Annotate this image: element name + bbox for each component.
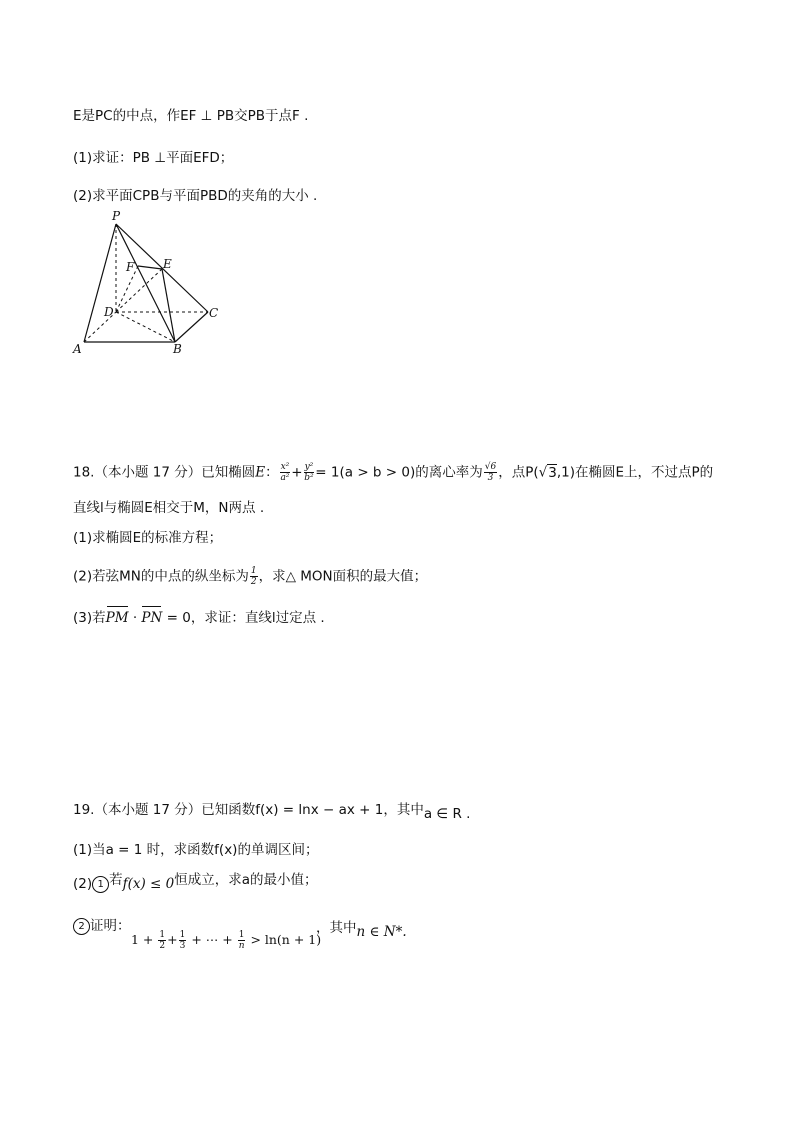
edge-DB xyxy=(116,312,175,342)
edge-FE xyxy=(138,266,162,269)
vector-PM: PM xyxy=(105,610,129,626)
frac-one-half: $\frac{1}{2}$ xyxy=(250,566,257,587)
q18-line2: 直线l与椭圆E相交于M，N两点 . xyxy=(73,500,265,516)
vector-PN: PN xyxy=(141,610,163,626)
q18-ellipse-name: E xyxy=(255,464,266,481)
edge-PA xyxy=(84,224,116,342)
q18-line1: 18.（本小题 17 分）已知椭圆E： $\frac{\text{x²}}{\text{a²}}$ + $\frac{\text{y²}}{\text{b²}}$ = 1(a > b > 0)的离心率为 $\frac{√6}{3}$ ，点P(√3,1)在椭圆E上，不过点P的 xyxy=(73,462,714,483)
label-E: E xyxy=(163,257,172,271)
q17-line1: E是PC的中点，作EF ⊥ PB交PB于点F . xyxy=(73,108,309,124)
q19-condition: f(x) ≤ 0 xyxy=(122,876,175,892)
label-A: A xyxy=(73,342,82,356)
q18-sqrt3: 3 xyxy=(548,464,557,481)
q18-point-text: ，点P( xyxy=(498,464,539,481)
q17-part2: (2)求平面CPB与平面PBD的夹角的大小 . xyxy=(73,188,318,204)
q18-part2: (2)若弦MN的中点的纵坐标为 $\frac{1}{2}$ ，求△ MON面积的最大值； xyxy=(73,566,428,587)
frac-eccentricity: $\frac{√6}{3}$ xyxy=(484,462,497,483)
q18-eq-tail: = 1(a > b > 0)的离心率为 xyxy=(315,464,483,481)
edge-EB xyxy=(162,269,175,342)
q18-part1: (1)求椭圆E的标准方程； xyxy=(73,530,223,546)
edge-PB xyxy=(116,224,175,342)
frac-x2-a2: $\frac{\text{x²}}{\text{a²}}$ xyxy=(280,462,290,483)
label-C: C xyxy=(209,306,219,320)
q19-line1: 19.（本小题 17 分）已知函数f(x) = lnx − ax + 1，其中a ∈ R . xyxy=(73,802,471,822)
q19-prove-expression: 1 + $\frac{1}{2}$ + $\frac{1}{3}$ + ⋯ + $\frac{1}{n}$ > ln(n + 1) xyxy=(131,930,322,951)
label-P: P xyxy=(112,209,121,223)
label-B: B xyxy=(173,342,182,356)
q19-part1: (1)当a = 1 时，求函数f(x)的单调区间； xyxy=(73,842,319,858)
circle-one: 1 xyxy=(92,876,109,893)
pyramid-figure xyxy=(66,208,226,358)
circle-two: 2 xyxy=(73,918,90,935)
q19-part2: (2) 1 若f(x) ≤ 0恒成立，求a的最小值； xyxy=(73,872,318,892)
frac-y2-b2: $\frac{\text{y²}}{\text{b²}}$ xyxy=(304,462,314,483)
label-D: D xyxy=(104,305,114,319)
q18-prefix: 18.（本小题 17 分）已知椭圆 xyxy=(73,464,256,481)
label-F: F xyxy=(126,260,135,274)
q19-prove-label-line: 2 证明： xyxy=(73,916,131,936)
edge-DE xyxy=(116,269,162,312)
edge-BC xyxy=(175,312,208,342)
q19-prove-tail: ，其中n ∈ N*. xyxy=(316,920,407,940)
q17-part1: (1)求证：PB ⊥平面EFD； xyxy=(73,150,234,166)
q18-point-tail: ,1)在椭圆E上，不过点P的 xyxy=(556,464,714,481)
q18-part3: (3)若PM · PN = 0，求证：直线l过定点 . xyxy=(73,610,325,626)
